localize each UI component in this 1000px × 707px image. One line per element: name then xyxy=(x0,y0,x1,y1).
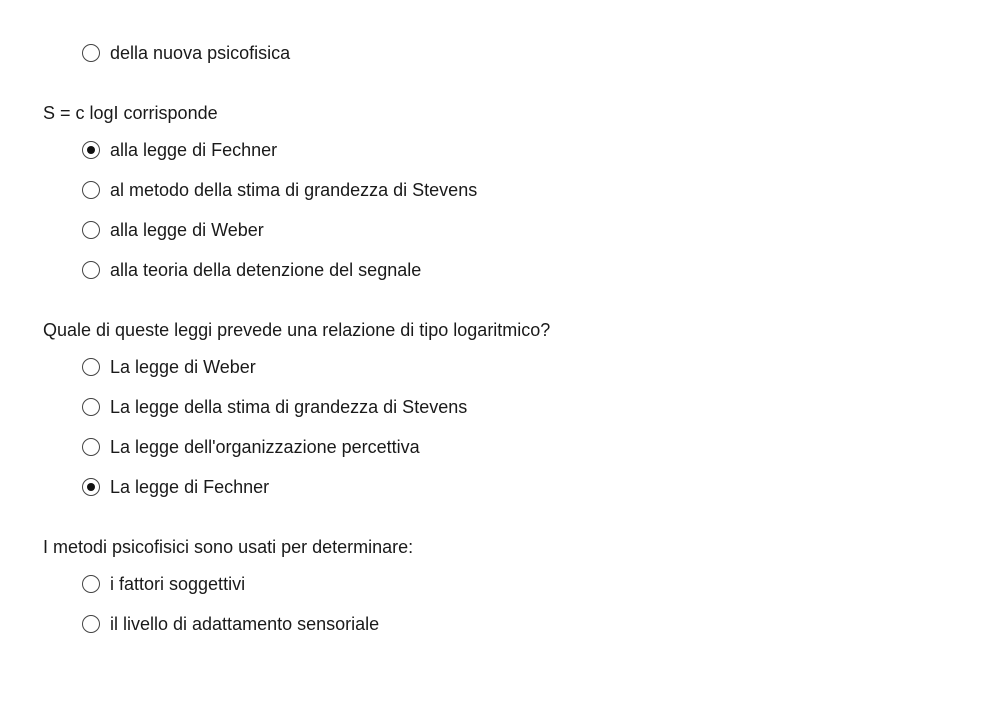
radio-unchecked-icon[interactable] xyxy=(82,261,100,279)
option-label: al metodo della stima di grandezza di Stevens xyxy=(110,180,478,200)
q3-option-fattori[interactable] xyxy=(82,572,245,596)
option-label: La legge di Weber xyxy=(110,357,256,377)
option-label: alla legge di Fechner xyxy=(110,140,278,160)
radio-unchecked-icon[interactable] xyxy=(82,615,100,633)
radio-unchecked-icon[interactable] xyxy=(82,575,100,593)
q2-option-weber[interactable] xyxy=(82,355,256,379)
q2-option-stevens[interactable] xyxy=(82,395,467,419)
option-nuova-psicofisica[interactable] xyxy=(82,41,290,65)
option-label: La legge della stima di grandezza di Stevens xyxy=(110,397,468,417)
q1-option-stevens[interactable] xyxy=(82,178,477,202)
q1-option-weber[interactable] xyxy=(82,218,264,242)
radio-unchecked-icon[interactable] xyxy=(82,44,100,62)
q3-option-adattamento[interactable] xyxy=(82,612,379,636)
radio-unchecked-icon[interactable] xyxy=(82,181,100,199)
q2-option-fechner[interactable] xyxy=(82,475,269,499)
option-label: il livello di adattamento sensoriale xyxy=(110,614,380,634)
question-3-text: I metodi psicofisici sono usati per determinare: xyxy=(43,537,414,557)
radio-checked-icon[interactable] xyxy=(82,141,100,159)
option-label: i fattori soggettivi xyxy=(110,574,246,594)
question-2-text: Quale di queste leggi prevede una relazione di tipo logaritmico? xyxy=(43,320,551,340)
option-label: La legge di Fechner xyxy=(110,477,270,497)
q2-option-organizzazione[interactable] xyxy=(82,435,420,459)
radio-checked-icon[interactable] xyxy=(82,478,100,496)
radio-unchecked-icon[interactable] xyxy=(82,221,100,239)
option-label: alla teoria della detenzione del segnale xyxy=(110,260,422,280)
q1-option-segnale[interactable] xyxy=(82,258,421,282)
radio-unchecked-icon[interactable] xyxy=(82,398,100,416)
radio-unchecked-icon[interactable] xyxy=(82,358,100,376)
option-label: della nuova psicofisica xyxy=(110,43,291,63)
radio-unchecked-icon[interactable] xyxy=(82,438,100,456)
option-label: alla legge di Weber xyxy=(110,220,264,240)
option-label: La legge dell'organizzazione percettiva xyxy=(110,437,420,457)
question-1-text: S = c logI corrisponde xyxy=(43,103,218,123)
q1-option-fechner[interactable] xyxy=(82,138,277,162)
